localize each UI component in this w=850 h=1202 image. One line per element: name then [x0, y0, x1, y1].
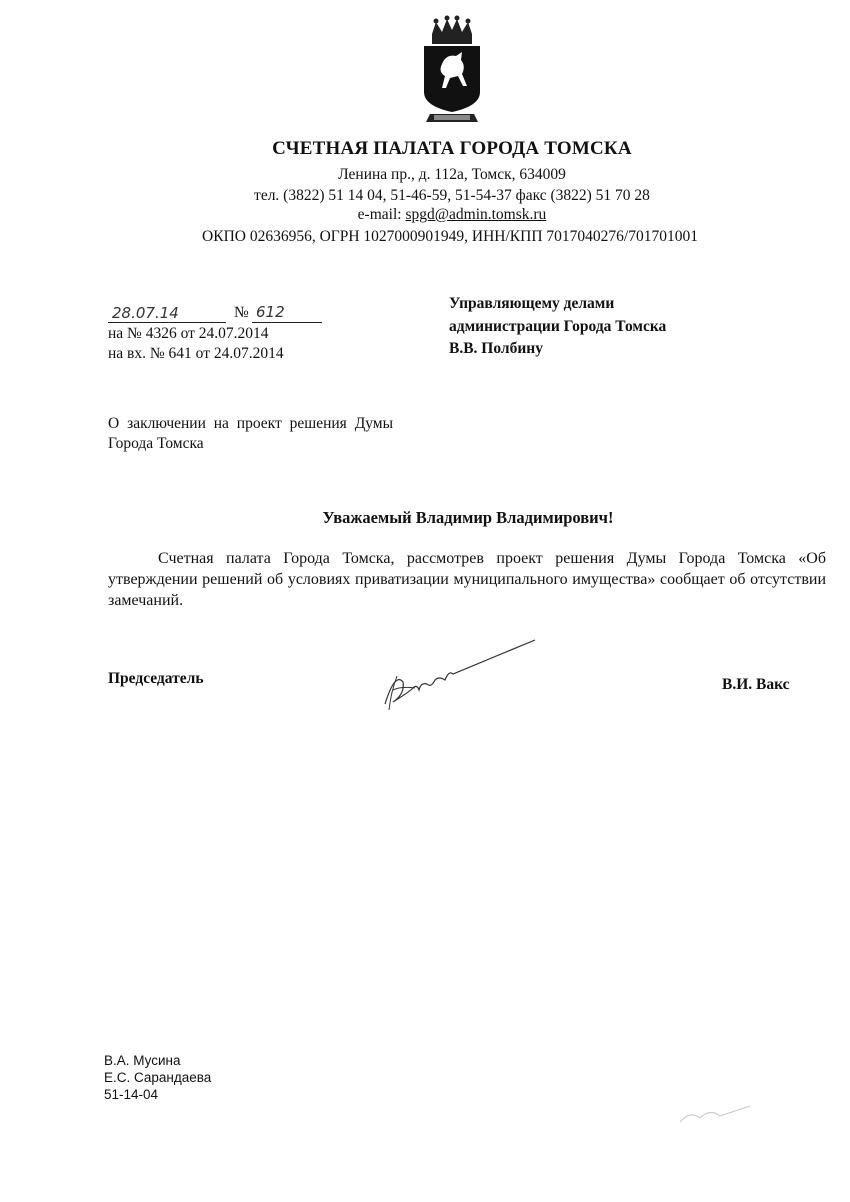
email-link[interactable]: spgd@admin.tomsk.ru: [405, 206, 547, 223]
phones-line: тел. (3822) 51 14 04, 51-46-59, 51-54-37 факс (3822) 51 70 28: [254, 187, 650, 204]
body-paragraph: [108, 548, 826, 611]
email-line: [0, 206, 850, 224]
addressee-line-2: администрации Города Томска: [449, 318, 667, 335]
contact-line-3: 51-14-04: [104, 1087, 159, 1102]
coat-of-arms: [412, 14, 492, 126]
contact-line-1: В.А. Мусина: [104, 1053, 181, 1068]
subject-line-1: О заключении на проект решения Думы: [108, 415, 394, 432]
subject-line-2: Города Томска: [108, 435, 204, 452]
reply-to-line: на № 4326 от 24.07.2014: [108, 325, 269, 342]
email-label: e-mail:: [357, 206, 406, 223]
handwritten-signature: [375, 632, 545, 717]
incoming-line: на вх. № 641 от 24.07.2014: [108, 345, 284, 362]
faint-stamp-mark: [670, 1100, 760, 1130]
date-underline: [108, 322, 226, 323]
signature-position: Председатель: [108, 670, 204, 687]
contact-line-2: Е.С. Сарандаева: [104, 1070, 212, 1085]
salutation: Уважаемый Владимир Владимирович!: [322, 508, 614, 527]
registry-line: ОКПО 02636956, ОГРН 1027000901949, ИНН/КПП 7017040276/701701001: [202, 228, 698, 245]
handwritten-number: 612: [256, 303, 285, 321]
body-text: Счетная палата Города Томска, рассмотрев проект решения Думы Города Томска «Об утверждении решений об условиях приватизации муниципального имущества» сообщает об отсутствии замечаний.: [108, 550, 826, 609]
addressee-line-1: Управляющему делами: [449, 295, 615, 312]
tomsk-coat-of-arms-icon: [412, 14, 492, 126]
number-underline: [252, 322, 322, 323]
organization-title: СЧЕТНАЯ ПАЛАТА ГОРОДА ТОМСКА: [272, 138, 632, 159]
handwritten-date: 28.07.14: [112, 304, 179, 322]
signature-name: В.И. Вакс: [722, 676, 790, 693]
number-label: №: [234, 304, 249, 321]
addressee-line-3: В.В. Полбину: [449, 340, 543, 357]
address-line: Ленина пр., д. 112а, Томск, 634009: [338, 166, 566, 183]
